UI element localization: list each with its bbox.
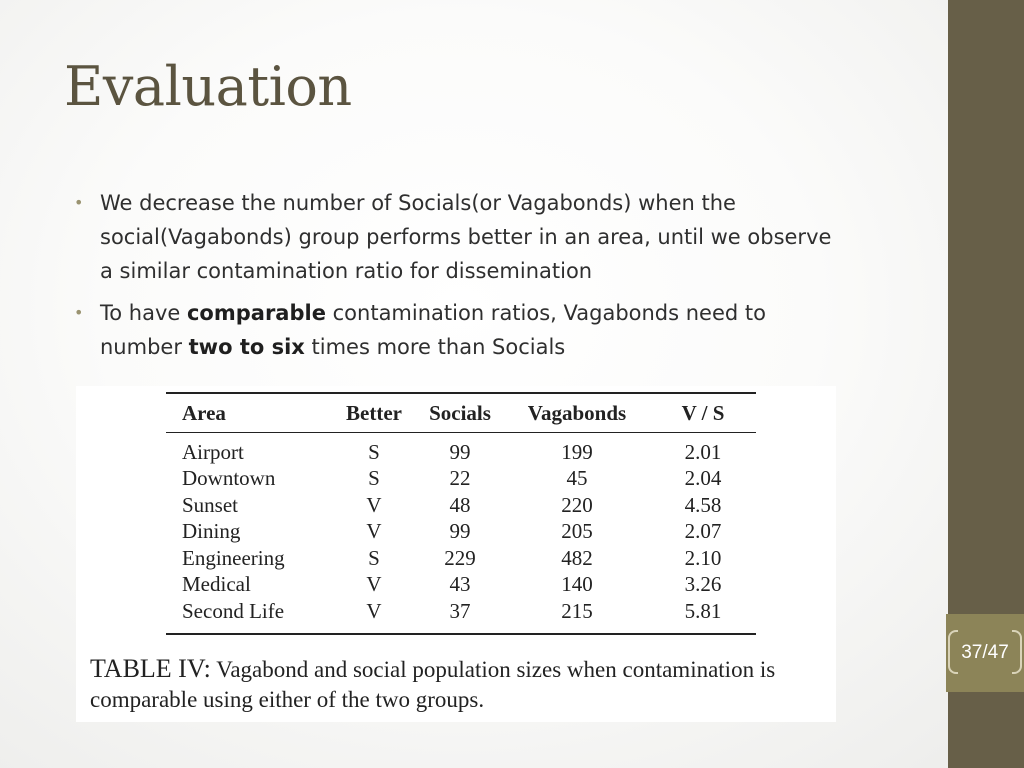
header-ratio: V / S [681,400,725,425]
right-bracket-icon [1012,630,1022,674]
cell-vagabonds: 199 [561,439,593,464]
cell-ratio: 5.81 [684,598,722,623]
cell-ratio: 2.01 [684,439,722,464]
table-figure [76,386,836,722]
cell-better: S [368,545,380,570]
table-row [166,598,756,625]
table-body [166,433,756,633]
cell-ratio: 4.58 [684,492,722,517]
cell-area: Engineering [182,545,285,570]
bullet-text: contamination ratios, Vagabonds need to number [100,301,766,359]
caption-text: Vagabond and social population sizes when contamination is comparable using either of the two groups. [90,657,776,712]
bullet-item [74,296,844,364]
slide-title: Evaluation [64,55,352,118]
cell-ratio: 2.10 [684,545,722,570]
cell-vagabonds: 140 [561,572,593,597]
table-caption [90,654,830,715]
cell-socials: 99 [449,439,471,464]
cell-better: V [366,492,382,517]
bullet-text: We decrease the number of Socials(or Vagabonds) when the social(Vagabonds) group performs better in an area, until we observe a similar contamination ratio for dissemination [100,191,832,283]
data-table [166,392,756,635]
cell-better: V [366,572,382,597]
bullet-item [74,186,844,288]
table-row [166,572,756,599]
table-row [166,466,756,493]
header-socials: Socials [429,400,491,425]
cell-socials: 37 [449,598,471,623]
bullet-list [74,186,844,372]
cell-ratio: 2.07 [684,519,722,544]
cell-socials: 229 [444,545,476,570]
bullet-text: times more than Socials [304,335,566,359]
cell-area: Sunset [182,492,239,517]
header-vagabonds: Vagabonds [527,400,627,425]
cell-vagabonds: 220 [561,492,593,517]
cell-better: S [368,439,380,464]
cell-socials: 43 [449,572,471,597]
bullet-dot-icon: • [74,193,84,212]
cell-better: S [368,466,380,491]
cell-socials: 48 [449,492,471,517]
cell-vagabonds: 482 [561,545,593,570]
table-row [166,519,756,546]
cell-ratio: 2.04 [684,466,722,491]
bullet-emphasis: two to six [188,335,305,359]
header-better: Better [346,400,402,425]
cell-vagabonds: 205 [561,519,593,544]
table-row [166,439,756,466]
caption-label: TABLE IV: [90,654,211,683]
table-row [166,492,756,519]
page-number: 37/47 [961,642,1009,663]
cell-better: V [366,519,382,544]
cell-better: V [366,598,382,623]
cell-ratio: 3.26 [684,572,722,597]
cell-socials: 22 [449,466,471,491]
left-bracket-icon [948,630,958,674]
bullet-text: To have [100,301,187,325]
table-row [166,545,756,572]
bullet-emphasis: comparable [186,301,326,325]
cell-socials: 99 [449,519,471,544]
bullet-dot-icon: • [74,303,84,322]
cell-area: Second Life [182,598,285,623]
header-area: Area [182,400,226,425]
cell-area: Airport [182,439,244,464]
table-header-row [166,394,756,433]
cell-area: Dining [182,519,241,544]
cell-area: Medical [182,572,251,597]
cell-vagabonds: 45 [566,466,588,491]
cell-area: Downtown [182,466,276,491]
cell-vagabonds: 215 [561,598,593,623]
page-number-badge [946,614,1024,692]
